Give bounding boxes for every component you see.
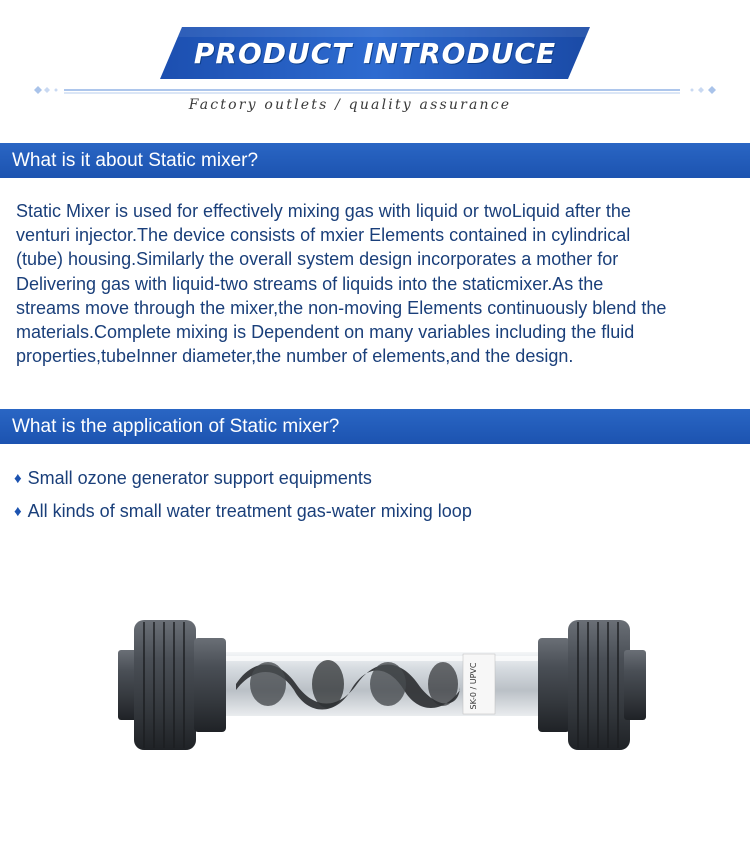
list-item <box>14 495 472 528</box>
header-tagline: Factory outlets / quality assurance <box>188 97 512 113</box>
product-label-text: SK-0 / UPVC <box>469 662 478 710</box>
product-label <box>463 654 495 714</box>
header-banner <box>160 27 590 79</box>
list-item-text: All kinds of small water treatment gas-water mixing loop <box>27 501 472 521</box>
list-item <box>14 462 472 495</box>
paragraph-line: streams move through the mixer,the non-moving Elements continuously blend the <box>16 297 667 318</box>
page-title: PRODUCT INTRODUCE <box>193 36 557 70</box>
paragraph-line: properties,tubeInner diameter,the number of elements,and the design. <box>16 346 574 367</box>
list-item-text: Small ozone generator support equipments <box>27 468 372 488</box>
application-list <box>14 462 472 528</box>
diamond-left-icon <box>34 86 42 94</box>
diamond-bullet-icon: ♦ <box>14 503 22 520</box>
diamond-bullet-icon: ♦ <box>14 470 22 487</box>
paragraph-line: (tube) housing.Similarly the overall system design incorporates a mother for <box>16 249 619 270</box>
right-union-fitting <box>538 620 646 750</box>
section-heading-application: What is the application of Static mixer? <box>0 409 750 444</box>
paragraph-line: materials.Complete mixing is Dependent on many variables including the fluid <box>16 322 635 343</box>
about-paragraph <box>16 199 742 368</box>
left-union-fitting <box>118 620 226 750</box>
section-heading-about: What is it about Static mixer? <box>0 143 750 178</box>
diamond-right-icon <box>708 86 716 94</box>
paragraph-line: venturi injector.The device consists of mxier Elements contained in cylindrical <box>16 225 631 246</box>
paragraph-line: Delivering gas with liquid-two streams of liquids into the staticmixer.As the <box>16 273 604 294</box>
header-divider <box>30 84 720 96</box>
paragraph-line: Static Mixer is used for effectively mixing gas with liquid or twoLiquid after the <box>16 201 631 221</box>
static-mixer-image <box>118 610 648 760</box>
